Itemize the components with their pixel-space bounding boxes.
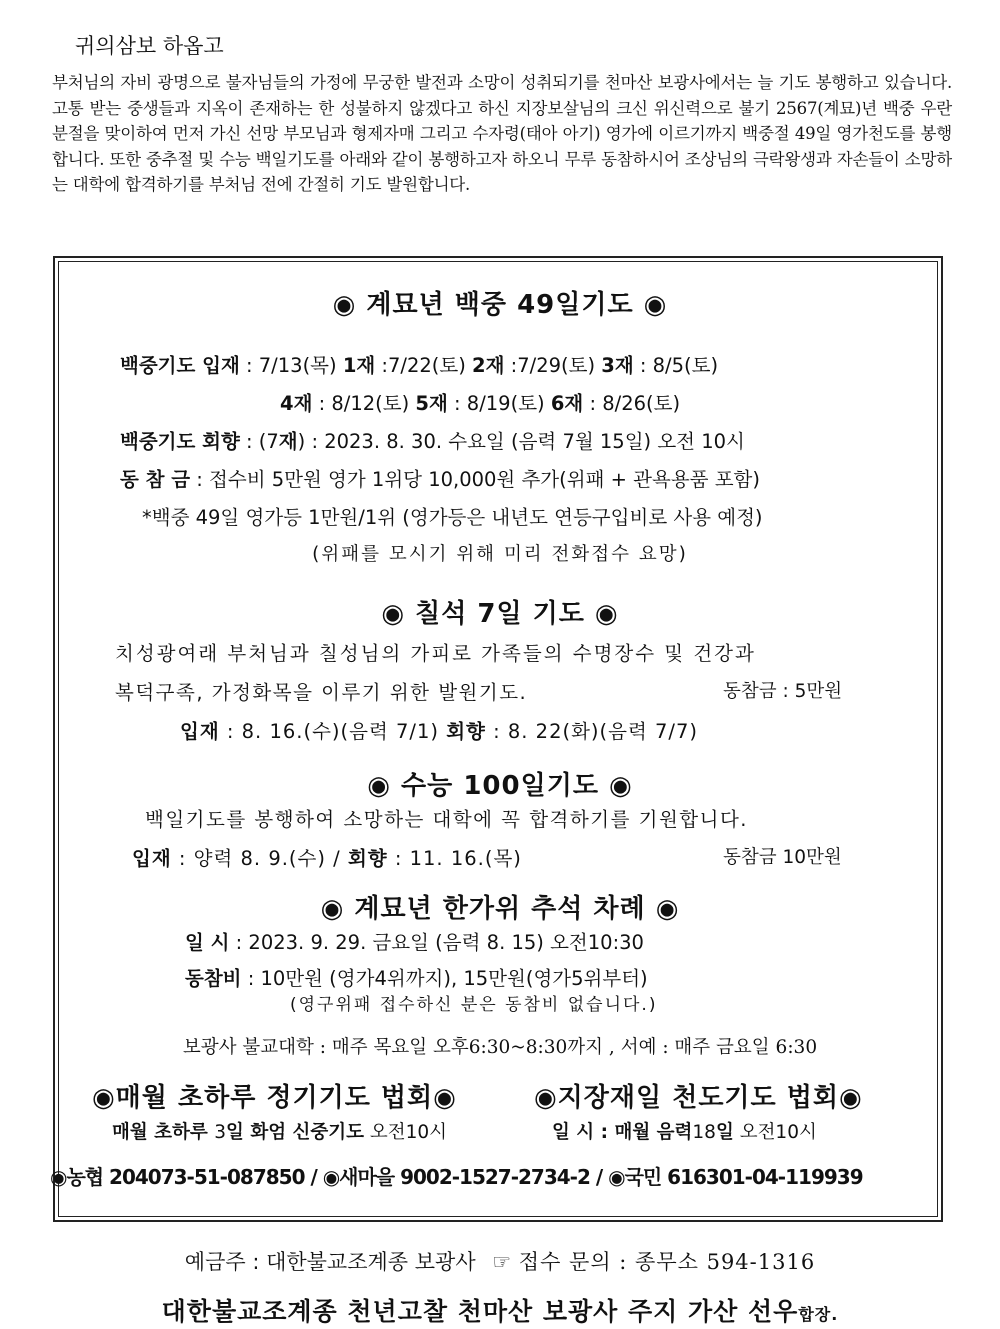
contact-line: [0, 1246, 1000, 1276]
jae4-label: 4재: [280, 392, 313, 415]
ipjae-label: 백중기도 입재: [120, 354, 240, 377]
baekjung-fee: [120, 464, 760, 492]
contact-phone: 접수 문의 : 종무소 594-1316: [511, 1250, 816, 1274]
chilseok-ipjae-label: 입재: [180, 720, 220, 743]
intro-paragraph: 부처님의 자비 광명으로 불자님들의 가정에 무궁한 발전과 소망이 성취되기를 천마산 보광사에서는 늘 기도 봉행하고 있습니다. 고통 받는 중생들과 지옥이 존재하는 한 성불하지 않겠다고 하신 지장보살님의 크신 위신력으로 불기 2567(계묘)년 백중 우란분절을 맞이하여 먼저 가신 선망 부모님과 형제자매 그리고 수자령(태아 아기) 영가에 이르기까지 백중절 49일 영가천도를 봉행합니다. 또한 중추절 및 수능 백일기도를 아래와 같이 봉행하고자 하오니 무루 동참하시어 조상님의 극락왕생과 자손들이 소망하는 대학에 합격하기를 부처님 전에 간절히 기도 발원합니다.: [52, 73, 952, 194]
monthly-left-bold2: 일 화엄 신중기도: [226, 1122, 365, 1143]
signature-small: 합장.: [798, 1305, 839, 1324]
jae6-value: : 8/26(토): [583, 392, 681, 415]
jae1-value: :7/22(토): [375, 354, 473, 377]
suneung-dates: [132, 843, 522, 871]
jae3-value: : 8/5(토): [633, 354, 719, 377]
chilseok-hoehyang-value: : 8. 22(화)(음력 7/7): [485, 720, 698, 743]
hoehyang-mid: : (7: [239, 430, 279, 453]
monthly-left-detail: [112, 1118, 447, 1144]
baekjung-hoehyang: [120, 426, 745, 454]
monthly-right-time: 오전10시: [733, 1122, 817, 1143]
suneung-hoehyang-value: : 11. 16.(목): [387, 847, 522, 870]
lantern-note: *백중 49일 영가등 1만원/1위 (영가등은 내년도 연등구입비로 사용 예정): [142, 506, 763, 529]
suneung-ipjae-label: 입재: [132, 847, 172, 870]
jae5-label: 5재: [415, 392, 448, 415]
jae6-label: 6재: [550, 392, 584, 415]
chuseok-fee: [185, 963, 648, 991]
monthly-right-bold: 일 시 : 매월 음력: [552, 1122, 693, 1143]
tablet-note: (위패를 모시기 위해 미리 전화접수 요망): [312, 544, 688, 565]
bank-accounts: ◉농협 204073-51-087850 / ◉새마을 9002-1527-2734-2 / ◉국민 616301-04-119939: [50, 1165, 863, 1189]
jae2-value: :7/29(토): [504, 354, 602, 377]
signature-text: 대한불교조계종 천년고찰 천마산 보광사 주지 가산 선우: [161, 1297, 799, 1326]
jae4-value: : 8/12(토): [312, 392, 416, 415]
signature-line: [0, 1292, 1000, 1328]
chilseok-title: ◉ 칠석 7일 기도 ◉: [381, 599, 619, 629]
chilseok-ipjae-value: : 8. 16.(수)(음력 7/1): [219, 720, 447, 743]
fee-value: : 접수비 5만원 영가 1위당 10,000원 추가(위패 + 관욕용품 포함): [190, 468, 760, 491]
chuseok-fee-value: : 10만원 (영가4위까지), 15만원(영가5위부터): [241, 967, 648, 990]
chilseok-hoehyang-label: 회향: [446, 720, 486, 743]
chuseok-date: [185, 927, 644, 955]
suneung-title: ◉ 수능 100일기도 ◉: [367, 771, 633, 801]
pointing-hand-icon: ☞: [492, 1250, 512, 1274]
chuseok-date-label: 일 시: [185, 931, 230, 954]
chuseok-fee-label: 동참비: [185, 967, 242, 990]
suneung-hoehyang-label: 회향: [347, 847, 388, 870]
monthly-left-bold: 매월 초하루: [112, 1122, 215, 1143]
jae1-label: 1재: [342, 354, 376, 377]
monthly-right-num: 18: [692, 1122, 716, 1143]
chuseok-date-value: : 2023. 9. 29. 금요일 (음력 8. 15) 오전10:30: [229, 931, 644, 954]
fee-label: 동 참 금: [120, 468, 191, 491]
monthly-right-bold2: 일: [715, 1122, 734, 1143]
hoehyang-label: 백중기도 회향: [120, 430, 240, 453]
ipjae-value: : 7/13(목): [239, 354, 343, 377]
baekjung-title: ◉ 계묘년 백중 49일기도 ◉: [332, 290, 668, 320]
monthly-left-time: 오전10시: [364, 1122, 448, 1143]
chilseok-dates: [180, 716, 698, 744]
chilseok-fee: 동참금 : 5만원: [723, 681, 843, 702]
chuseok-fee-note: (영구위패 접수하신 분은 동참비 없습니다.): [290, 995, 658, 1015]
hoehyang-jae: 재: [278, 430, 298, 453]
baekjung-schedule-row1: [120, 350, 718, 378]
chilseok-desc2: 복덕구족, 가정화목을 이루기 위한 발원기도.: [115, 681, 528, 704]
account-holder: 예금주 : 대한불교조계종 보광사: [184, 1250, 476, 1274]
greeting: 귀의삼보 하옵고: [75, 34, 224, 58]
chilseok-desc1: 치성광여래 부처님과 칠성님의 가피로 가족들의 수명장수 및 건강과: [115, 642, 756, 665]
hoehyang-value: ) : 2023. 8. 30. 수요일 (음력 7월 15일) 오전 10시: [297, 430, 745, 453]
chuseok-title: ◉ 계묘년 한가위 추석 차례 ◉: [320, 894, 680, 924]
jae2-label: 2재: [472, 354, 505, 377]
university-schedule: 보광사 불교대학 : 매주 목요일 오후6:30~8:30까지 , 서예 : 매주 금요일 6:30: [182, 1037, 818, 1058]
baekjung-schedule-row2: [280, 388, 680, 416]
monthly-left-num: 3: [214, 1122, 227, 1143]
jae5-value: : 8/19(토): [447, 392, 551, 415]
suneung-desc: 백일기도를 봉행하여 소망하는 대학에 꼭 합격하기를 기원합니다.: [145, 808, 748, 831]
monthly-right-detail: [552, 1118, 817, 1144]
monthly-title-left: ◉매월 초하루 정기기도 법회◉: [92, 1083, 457, 1113]
jae3-label: 3재: [601, 354, 634, 377]
suneung-fee: 동참금 10만원: [723, 847, 842, 868]
suneung-ipjae-value: : 양력 8. 9.(수) /: [171, 847, 348, 870]
monthly-title-right: ◉지장재일 천도기도 법회◉: [534, 1083, 863, 1113]
